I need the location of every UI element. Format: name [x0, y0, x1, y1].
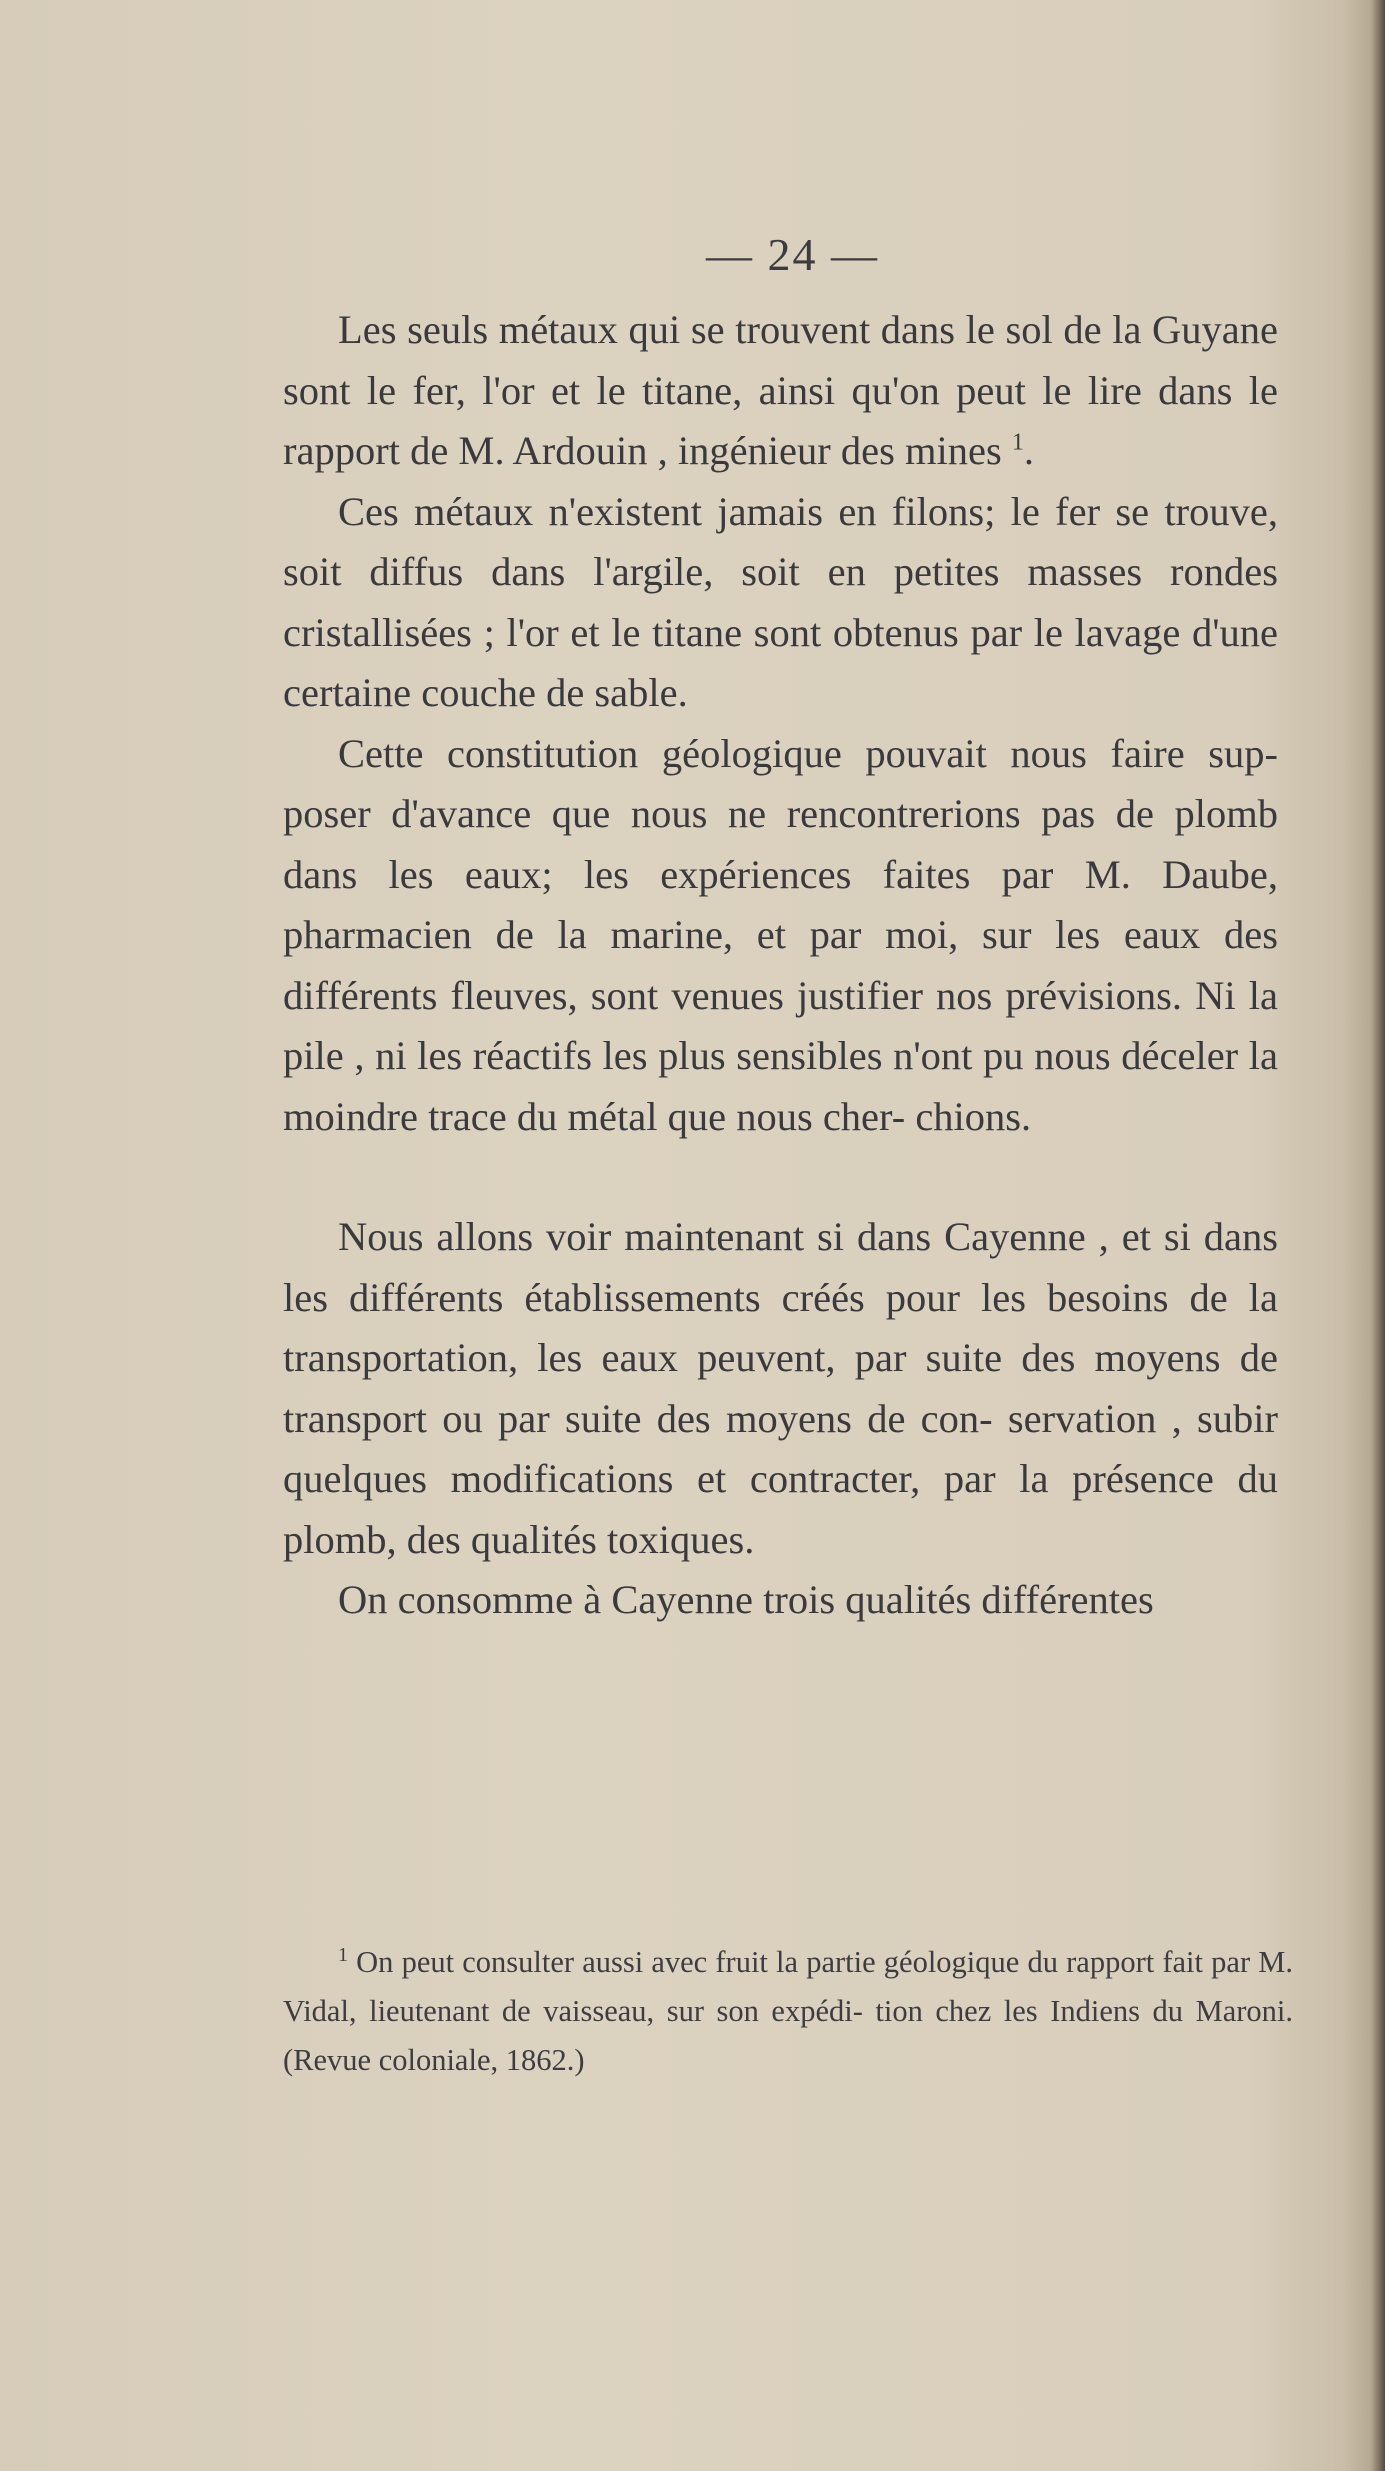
body-text: [283, 300, 1278, 1631]
paragraph-1: [283, 300, 1278, 482]
footnote-reference: 1: [1011, 429, 1024, 456]
paragraph-1-text: Les seuls métaux qui se trouvent dans le sol de la Guyane sont le fer, l'or et le titane, ainsi qu'on peut le lire dans le rapport de M. Ardouin , ingénieur des mines: [283, 307, 1278, 473]
footnote-text: On peut consulter aussi avec fruit la partie géologique du rapport fait par M. Vidal, lieutenant de vaisseau, sur son expédi- tion chez les Indiens du Maroni. (Revue coloniale, 1862.): [283, 1945, 1294, 2077]
footnote-mark: 1: [338, 1943, 348, 1966]
page-edge-shadow: [1371, 0, 1385, 2471]
paragraph-2: Ces métaux n'existent jamais en filons; le fer se trouve, soit diffus dans l'argile, soit en petites masses rondes cristallisées ; l'or et le titane sont obtenus par le lavage d'une certaine couche de sable.: [283, 488, 1278, 715]
paragraph-3: Cette constitution géologique pouvait nous faire sup- poser d'avance que nous ne rencontrerions pas de plomb dans les eaux; les expériences faites par M. Daube, pharmacien de la marine, et par moi, sur les eaux des différents fleuves, sont venues justifier nos prévisions. Ni la pile , ni les réactifs les plus sensibles n'ont pu nous déceler la moindre trace du métal que nous cher- chions.: [283, 730, 1278, 1139]
page-number: — 24 —: [706, 229, 879, 280]
paragraph-5: On consomme à Cayenne trois qualités différentes: [338, 1577, 1154, 1622]
paragraph-1-tail: .: [1023, 428, 1034, 473]
footnote-paragraph: [283, 1938, 1293, 2085]
footnote: [283, 1938, 1293, 2085]
paragraph-4: Nous allons voir maintenant si dans Cayenne , et si dans les différents établissements créés pour les besoins de la transportation, les eaux peuvent, par suite des moyens de transport ou par suite des moyens de con- servation , subir quelques modifications et contracter, par la présence du plomb, des qualités toxiques.: [283, 1214, 1278, 1562]
